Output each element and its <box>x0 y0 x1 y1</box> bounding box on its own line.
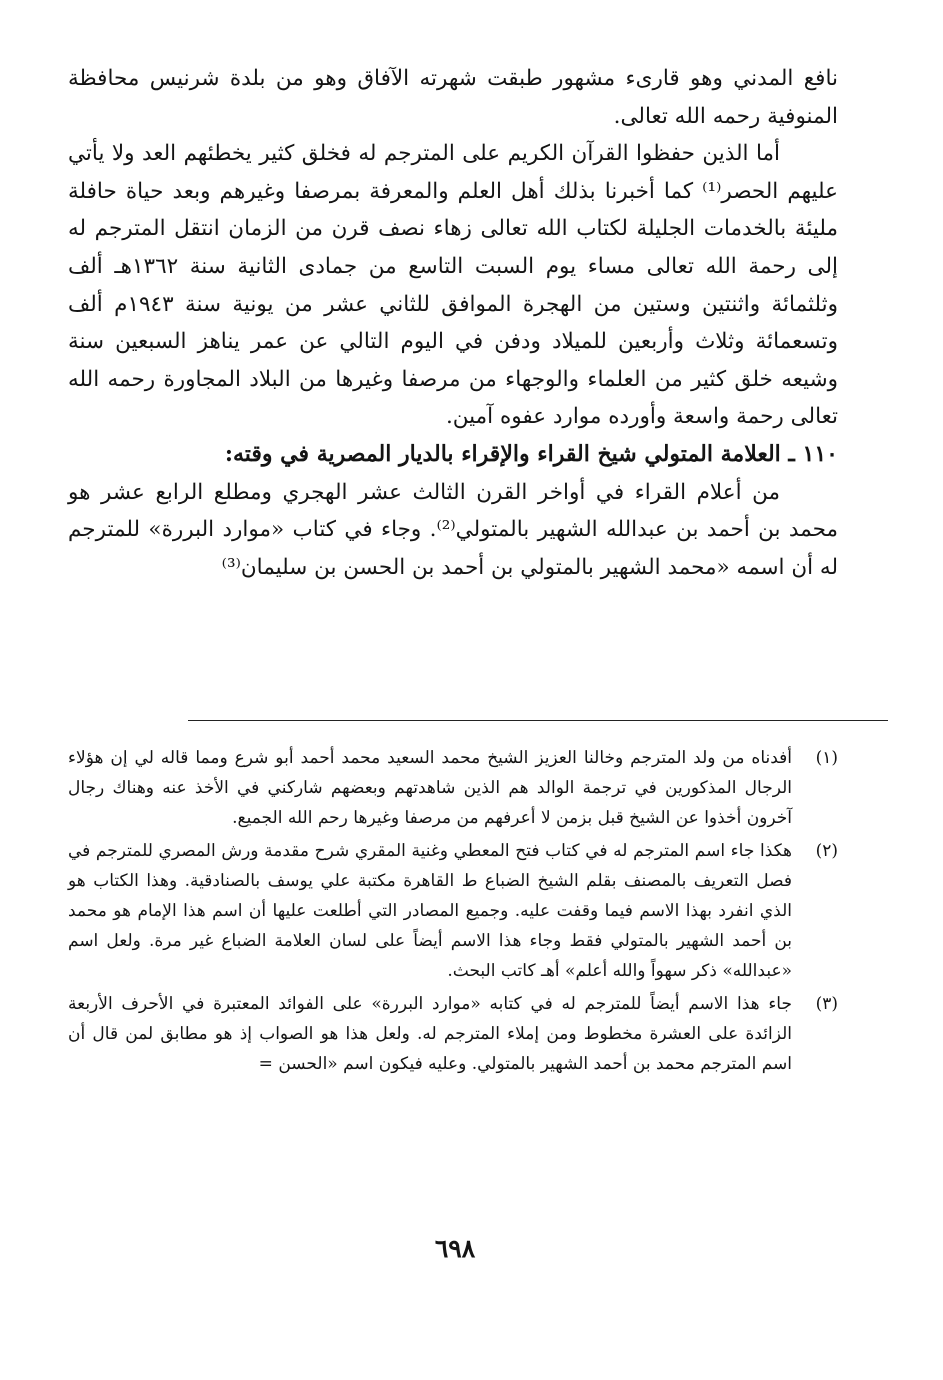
section-heading: ١١٠ ـ العلامة المتولي شيخ القراء والإقراء بالديار المصرية في وقته: <box>224 440 838 467</box>
footnote-text: هكذا جاء اسم المترجم له في كتاب فتح المعطي وغنية المقري شرح مقدمة ورش المصري للمترجم في فصل التعريف بالمصنف بقلم الشيخ الضباع ط القاهرة مكتبة علي يوسف بالصنادقية. وهذا الكتاب هو الذي انفرد بهذا الاسم فيما وقفت عليه. وجميع المصادر التي أطلعت عليها أن اسم هذا الإمام هو محمد بن أحمد الشهير بالمتولي فقط وجاء هذا الاسم أيضاً على لسان العلامة الضباع غير مرة. ولعل اسم «عبدالله» ذكر سهواً والله أعلم» أهـ كاتب البحث. <box>68 841 792 981</box>
footnote-number: (١) <box>815 748 838 768</box>
paragraph-biography-end: أما الذين حفظوا القرآن الكريم على المترجم له فخلق كثير يخطئهم العد ولا يأتي عليهم الحصر⁽¹⁾ كما أخبرنا بذلك أهل العلم والمعرفة بمرصفا وغيرهم وبعد حياة حافلة مليئة بالخدمات الجليلة لكتاب الله تعالى زهاء نصف قرن من الزمان انتقل المترجم له إلى رحمة الله تعالى مساء يوم السبت التاسع من جمادى الثانية سنة ١٣٦٢هـ ألف وثلثمائة واثنتين وستين من الهجرة الموافق للثاني عشر من يونية سنة ١٩٤٣م ألف وتسعمائة وثلاث وأربعين للميلاد ودفن في اليوم التالي عن عمر يناهز السبعين سنة وشيعه خلق كثير من العلماء والوجهاء من مرصفا وغيرها من البلاد المجاورة رحمه الله تعالى رحمة واسعة وأورده موارد عفوه آمين. <box>68 141 838 430</box>
book-page <box>68 60 838 1074</box>
footnote <box>68 836 838 986</box>
page-number: ٦٩٨ <box>434 1234 476 1263</box>
footnote-separator <box>188 720 888 721</box>
footnote-text: أفدناه من ولد المترجم وخالنا العزيز الشيخ محمد السعيد محمد أحمد أبو شرع ومما قاله لي إن هؤلاء الرجال المذكورين في ترجمة الوالد هم الذين شاهدتهم وبعضهم شاركني في الأخذ عنه وهناك رجال آخرون أخذوا عن الشيخ قبل بزمن لا أعرفهم من مرصفا وغيرها رحم الله الجميع. <box>68 748 792 828</box>
footnote-number: (٣) <box>815 994 838 1014</box>
footnote-number: (٢) <box>815 841 838 861</box>
footnote-text: جاء هذا الاسم أيضاً للمترجم له في كتابه «موارد البررة» على الفوائد المعتبرة في الأحرف الأربعة الزائدة على العشرة مخطوط ومن إملاء المترجم له. ولعل هذا هو الصواب إذ هو مطابق لمن قال أن اسم المترجم محمد بن أحمد الشهير بالمتولي. وعليه فيكون اسم «الحسن = <box>68 994 792 1074</box>
footnote <box>68 743 838 833</box>
paragraph-mutawalli: من أعلام القراء في أواخر القرن الثالث عشر الهجري ومطلع الرابع عشر هو محمد بن أحمد بن عبدالله الشهير بالمتولي⁽²⁾. وجاء في كتاب «موارد البررة» للمترجم له أن اسمه «محمد الشهير بالمتولي بن أحمد بن الحسن بن سليمان⁽³⁾ <box>68 479 838 580</box>
footnotes <box>68 743 838 1082</box>
footnote <box>68 989 838 1079</box>
continued-paragraph: نافع المدني وهو قارىء مشهور طبقت شهرته الآفاق وهو من بلدة شرنيس محافظة المنوفية رحمه الله تعالى. <box>68 66 838 129</box>
main-text <box>68 60 838 586</box>
